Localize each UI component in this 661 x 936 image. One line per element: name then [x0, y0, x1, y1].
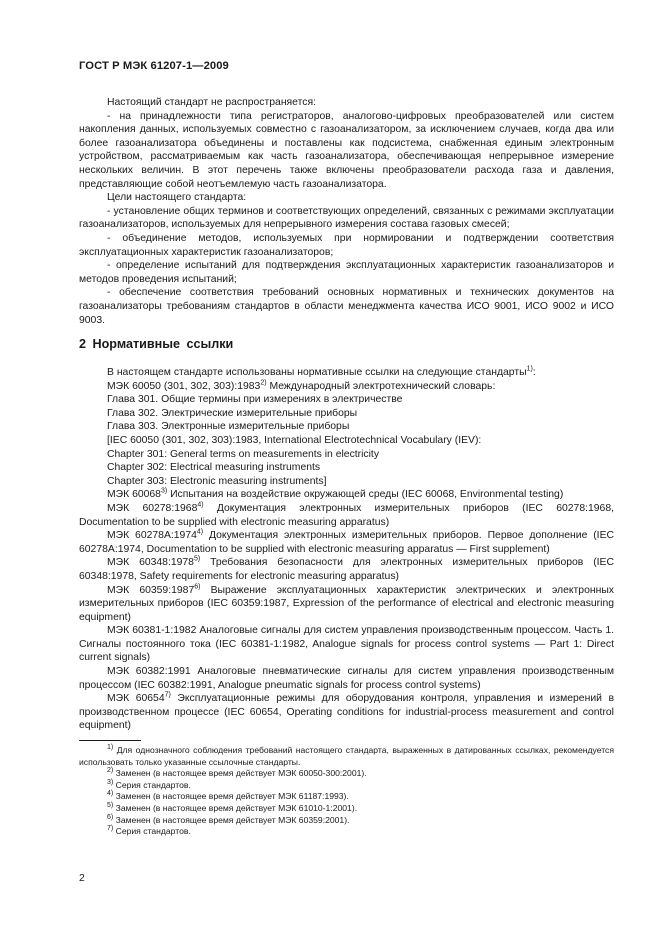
- chapter-line: [IEC 60050 (301, 302, 303):1983, International Electrotechnical Vocabulary (IEV):: [107, 434, 482, 446]
- page-number: 2: [79, 873, 85, 884]
- chapter-line: Глава 303. Электронные измерительные приборы: [107, 421, 350, 433]
- reference-item: МЭК 60050 (301, 302, 303):1983$^{2)}$ Международный электротехнический словарь:: [107, 379, 496, 392]
- paragraph: - обеспечение соответствия требований основных нормативных и технических документов на газоанализаторы требованиям стандартов в области менеджмента качества ИСО 9001, ИСО 9002 и ИСО 9003.: [79, 287, 614, 326]
- footnotes: [79, 745, 614, 838]
- paragraph: - определение испытаний для подтверждения эксплуатационных характеристик газоанализаторов и методов проведения испытаний;: [79, 260, 614, 285]
- footnote-mark: 6): [194, 583, 201, 591]
- chapter-line: Глава 301. Общие термины при измерениях в электричестве: [107, 394, 403, 406]
- footnote: $^{2)}$ Заменен (в настоящее время действует МЭК 60050-300:2001).: [107, 767, 367, 779]
- footnote: $^{5)}$ Заменен (в настоящее время действует МЭК 61010-1:2001).: [107, 802, 358, 813]
- chapter-line: Chapter 303: Electronic measuring instruments]: [107, 475, 327, 487]
- reference-item: МЭК 60382:1991 Аналоговые пневматические сигналы для систем управления производственным процессом (IEC 60382:1991, Analogue pneumatic signals for process control systems): [79, 666, 614, 691]
- paragraph: - объединение методов, используемых при нормировании и подтверждении соответствия эксплуатационных характеристик газоанализаторов;: [79, 232, 614, 258]
- page-header: ГОСТ Р МЭК 61207-1—2009: [79, 60, 229, 72]
- reference-item: МЭК 60278А:1974$^{4)}$ Документация электронных измерительных приборов. Первое дополнение (IEC 60278А:1974, Documentation to be supplied with electronic measuring apparatus — First supplement): [79, 528, 614, 555]
- footnote-mark: 3): [160, 487, 168, 495]
- footnote: $^{7)}$ Серия стандартов.: [107, 825, 191, 837]
- references-section: [79, 366, 614, 733]
- paragraph: Настоящий стандарт не распространяется:: [107, 97, 316, 108]
- paragraph: Цели настоящего стандарта:: [107, 192, 247, 204]
- footnote: $^{4)}$ Заменен (в настоящее время действует МЭК 61187:1993).: [107, 790, 349, 802]
- chapter-line: Chapter 302: Electrical measuring instruments: [107, 462, 321, 474]
- footnote: $^{1)}$ Для однозначного соблюдения требований настоящего стандарта, выраженных в датированных ссылках, рекомендуется использовать только указанные ссылочные стандарты.: [79, 744, 614, 767]
- footnote-mark: 4): [197, 501, 204, 509]
- footnote-mark: 1): [526, 365, 533, 373]
- reference-item: МЭК 60348:1978$^{5)}$ Требования безопасности для электронных измерительных приборов (IEC 60348:1978, Safety requirements for electronic measuring apparatus): [79, 555, 614, 582]
- paragraph: - установление общих терминов и соответствующих определений, связанных с режимами эксплуатации газоанализаторов, используемых для непрерывного измерения состава газовых смесей;: [79, 205, 614, 231]
- footnote: $^{3)}$ Серия стандартов.: [107, 778, 191, 790]
- reference-item: МЭК 60654$^{7)}$ Эксплуатационные режимы для оборудования контроля, управления и измерений в производственном процессе (IEC 60654, Operating conditions for industrial-process measurement and control equipment): [79, 691, 614, 732]
- paragraph: В настоящем стандарте использованы нормативные ссылки на следующие стандарты$^{1)}$:: [107, 365, 536, 378]
- scope-section: [79, 96, 614, 327]
- reference-item: МЭК 60068$^{3)}$ Испытания на воздействие окружающей среды (IEC 60068, Environmental testing): [107, 487, 564, 501]
- chapter-line: Chapter 301: General terms on measurements in electricity: [107, 448, 380, 460]
- footnote: $^{6)}$ Заменен (в настоящее время действует МЭК 60359:2001).: [107, 813, 350, 825]
- footnote-divider: [79, 740, 141, 741]
- footnote-mark: 7): [164, 691, 171, 699]
- reference-item: МЭК 60278:1968$^{4)}$ Документация электронных измерительных приборов (IEC 60278:1968, Documentation to be supplied with electronic measuring apparatus): [79, 501, 614, 528]
- footnote-mark: 2): [260, 379, 267, 387]
- reference-item: МЭК 60381-1:1982 Аналоговые сигналы для систем управления производственным процессом. Часть 1. Сигналы постоянного тока (IEC 60381-1:1982, Analogue signals for process control systems — Part 1: Direct current signals): [79, 625, 614, 664]
- section-title: 2 Нормативные ссылки: [79, 337, 234, 351]
- chapter-line: Глава 302. Электрические измерительные приборы: [107, 407, 358, 419]
- reference-item: МЭК 60359:1987$^{6)}$ Выражение эксплуатационных характеристик электрических и электронных измерительных приборов (IEC 60359:1987, Expression of the performance of electrical and electronic measuring equipment): [79, 583, 614, 623]
- paragraph: - на принадлежности типа регистраторов, аналогово-цифровых преобразователей или систем накопления данных, используемых совместно с газоанализатором, за исключением случаев, когда два или более газоанализатора объединены и поставлены как подсистема, снабженная единым электронным устройством, рассматриваемым как часть газоанализатора, обеспечивающая непрерывное измерение нескольких величин. В этот перечень также включены преобразователи расхода газа и давления, представляющие собой неотъемлемую часть газоанализатора.: [79, 110, 614, 190]
- footnote-mark: 5): [193, 555, 201, 563]
- footnote-mark: 4): [196, 528, 204, 536]
